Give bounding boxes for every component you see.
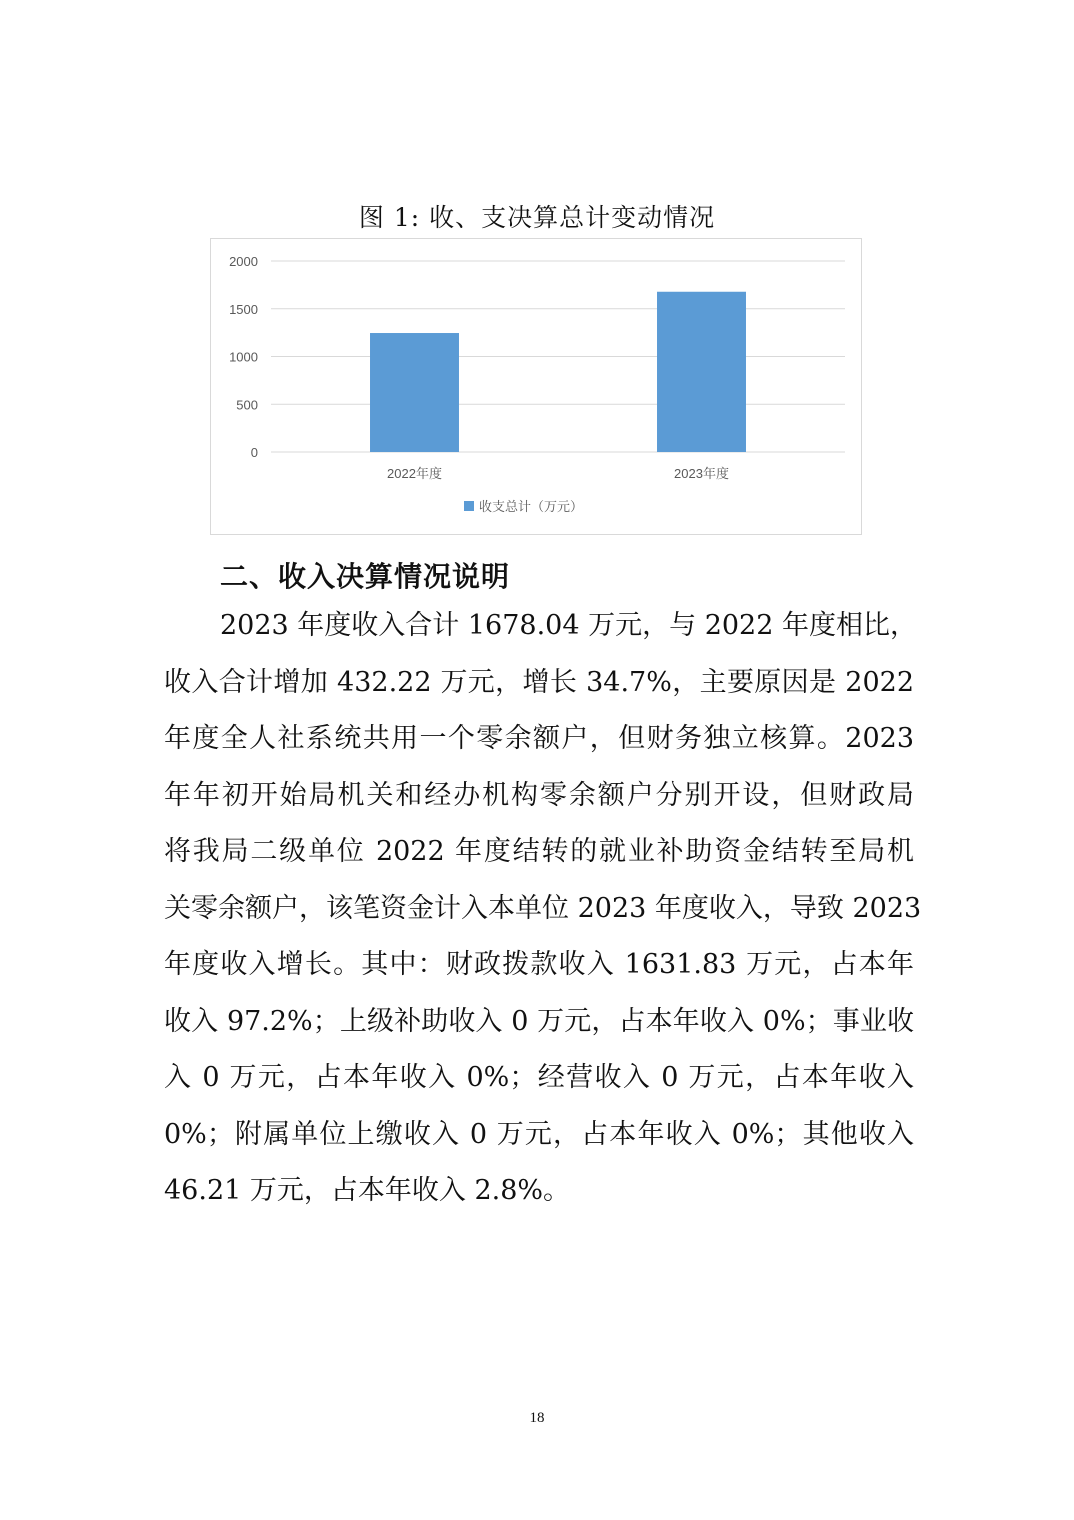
paragraph-line: 年度收入增长。其中：财政拨款收入 1631.83 万元，占本年	[164, 949, 914, 980]
paragraph-line: 关零余额户，该笔资金计入本单位 2023 年度收入，导致 2023	[164, 892, 922, 924]
paragraph-line: 将我局二级单位 2022 年度结转的就业补助资金结转至局机	[164, 836, 914, 867]
y-tick-label: 500	[236, 397, 258, 413]
legend-swatch	[464, 501, 474, 511]
paragraph-line: 入 0 万元，占本年收入 0%；经营收入 0 万元，占本年收入	[164, 1062, 914, 1093]
y-tick-label: 2000	[229, 254, 258, 269]
x-tick-label: 2023年度	[674, 466, 729, 481]
paragraph-line: 年年初开始局机关和经办机构零余额户分别开设，但财政局	[164, 779, 914, 811]
bar-chart	[210, 238, 862, 535]
bar	[657, 292, 746, 452]
paragraph-line: 46.21 万元，占本年收入 2.8%。	[164, 1175, 571, 1206]
paragraph-line: 收入 97.2%；上级补助收入 0 万元，占本年收入 0%；事业收	[164, 1005, 914, 1037]
bar-chart-svg	[211, 239, 863, 536]
page-number: 18	[529, 1410, 545, 1426]
body-paragraph	[164, 598, 922, 1220]
paragraph-line: 收入合计增加 432.22 万元，增长 34.7%，主要原因是 2022	[164, 666, 914, 698]
bar	[370, 333, 459, 452]
figure-caption: 图 1: 收、支决算总计变动情况	[358, 203, 716, 232]
paragraph-line: 0%；附属单位上缴收入 0 万元，占本年收入 0%；其他收入	[164, 1118, 914, 1150]
y-tick-label: 1500	[229, 301, 258, 317]
y-tick-label: 0	[250, 445, 258, 460]
section-heading: 二、收入决算情况说明	[220, 560, 511, 593]
legend-label: 收支总计（万元）	[479, 499, 584, 514]
paragraph-line: 2023 年度收入合计 1678.04 万元，与 2022 年度相比，	[220, 610, 917, 641]
x-tick-label: 2022年度	[387, 466, 442, 481]
y-tick-label: 1000	[229, 349, 258, 365]
paragraph-line: 年度全人社系统共用一个零余额户，但财务独立核算。2023	[164, 723, 914, 754]
